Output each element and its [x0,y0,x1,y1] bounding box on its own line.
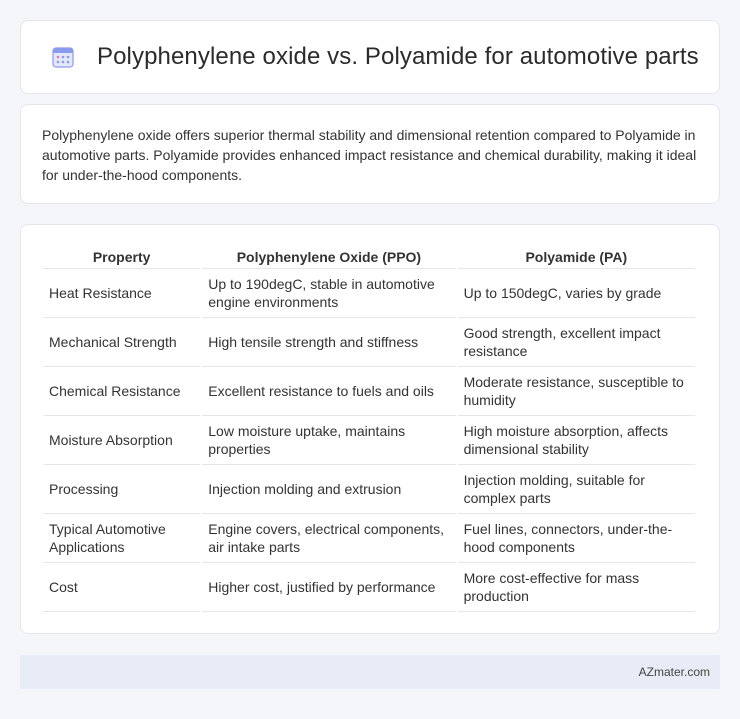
comparison-table [41,246,697,612]
table-cell-pa: More cost-effective for mass production [458,563,695,612]
table-cell-ppo: Engine covers, electrical components, air intake parts [202,514,455,563]
table-cell-pa: Up to 150degC, varies by grade [458,269,695,318]
table-cell-ppo: Excellent resistance to fuels and oils [202,367,455,416]
table-row [43,514,695,563]
table-cell-property: Cost [43,563,200,612]
column-header-pa: Polyamide (PA) [458,246,695,269]
table-row [43,269,695,318]
table-cell-property: Mechanical Strength [43,318,200,367]
table-cell-ppo: Higher cost, justified by performance [202,563,455,612]
table-cell-pa: Fuel lines, connectors, under-the-hood components [458,514,695,563]
column-header-ppo: Polyphenylene Oxide (PPO) [202,246,455,269]
column-header-property: Property [43,246,200,269]
table-cell-ppo: Up to 190degC, stable in automotive engine environments [202,269,455,318]
intro-card [20,104,720,204]
calendar-grid-icon [51,45,75,69]
table-row [43,563,695,612]
table-row [43,367,695,416]
table-cell-pa: Good strength, excellent impact resistance [458,318,695,367]
table-cell-property: Processing [43,465,200,514]
table-row [43,416,695,465]
table-row [43,318,695,367]
table-cell-pa: Injection molding, suitable for complex parts [458,465,695,514]
table-cell-pa: Moderate resistance, susceptible to humidity [458,367,695,416]
table-row [43,465,695,514]
table-cell-ppo: High tensile strength and stiffness [202,318,455,367]
header-card [20,20,720,94]
page-title: Polyphenylene oxide vs. Polyamide for automotive parts [97,43,699,70]
table-cell-ppo: Injection molding and extrusion [202,465,455,514]
table-cell-property: Chemical Resistance [43,367,200,416]
table-cell-property: Moisture Absorption [43,416,200,465]
comparison-table-card [20,224,720,634]
table-header-row [43,246,695,269]
table-cell-property: Heat Resistance [43,269,200,318]
intro-text: Polyphenylene oxide offers superior thermal stability and dimensional retention compared to Polyamide in automotive parts. Polyamide provides enhanced impact resistance and chemical durability, making it ideal for under-the-hood components. [42,127,697,183]
footer [20,655,720,689]
table-cell-property: Typical Automotive Applications [43,514,200,563]
table-cell-pa: High moisture absorption, affects dimensional stability [458,416,695,465]
table-cell-ppo: Low moisture uptake, maintains properties [202,416,455,465]
footer-brand: AZmater.com [638,665,710,679]
